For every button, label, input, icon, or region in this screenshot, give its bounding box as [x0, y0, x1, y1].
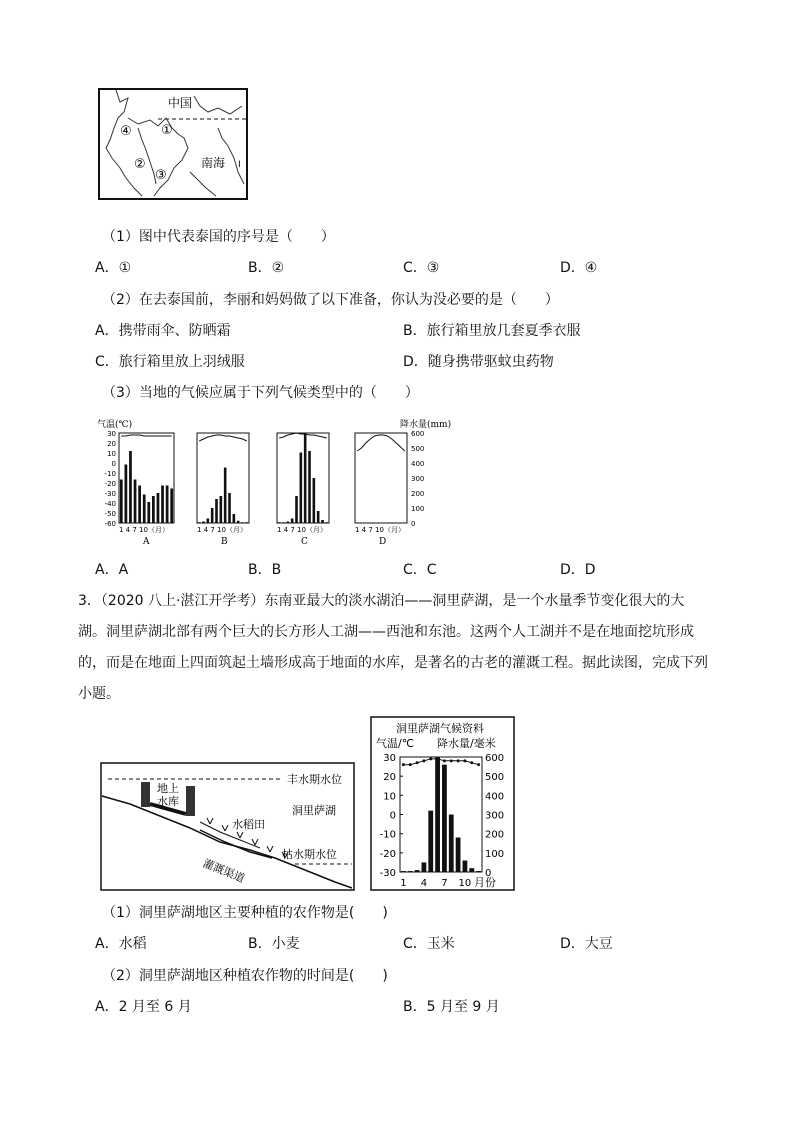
lake-precip-bar	[469, 868, 474, 872]
chart-c-label: C	[301, 537, 308, 547]
left-tick-label: -60	[104, 520, 116, 528]
q3-sub1-stem: （1）洞里萨湖地区主要种植的农作物是( )	[102, 905, 388, 921]
q3-sub1-option-d[interactable]: D．大豆	[560, 936, 613, 952]
chart-b-label: B	[221, 537, 228, 547]
chart-b-temp-line	[199, 435, 247, 441]
lake-left-tick: 30	[383, 753, 396, 764]
left-tick-label: -30	[104, 490, 116, 498]
lake-x-tick: 10	[458, 878, 472, 889]
chart-a-precip-bar	[125, 465, 128, 524]
right-tick-label: 400	[411, 460, 425, 468]
left-axis-title: 气温(℃)	[97, 420, 133, 430]
q3-sub2-option-a[interactable]: A．2 月至 6 月	[95, 999, 192, 1015]
chart-b-precip-bar	[198, 522, 201, 523]
lake-left-tick: 10	[383, 791, 396, 803]
chart-a-precip-bar	[143, 495, 146, 524]
right-tick-label: 200	[411, 490, 425, 498]
chart-a-precip-bar	[138, 486, 141, 524]
lake-left-tick: 0	[389, 810, 396, 822]
lake-precip-bar	[415, 870, 420, 872]
lake-chart-right-label: 降水量/毫米	[437, 737, 496, 750]
lake-temp-point	[409, 763, 412, 766]
high-water-label: 丰水期水位	[287, 773, 342, 786]
lake-chart-title: 洞里萨湖气候资料	[396, 722, 484, 735]
chart-b-precip-bar	[202, 522, 205, 524]
q2-sub3-option-a[interactable]: A．A	[95, 562, 129, 578]
reservoir-wall-left	[141, 782, 150, 807]
reservoir-label-1: 地上	[157, 782, 179, 795]
lake-precip-bar	[435, 757, 440, 872]
reservoir-label-2: 水库	[157, 795, 179, 808]
right-tick-label: 500	[411, 445, 425, 453]
left-tick-label: 10	[107, 450, 116, 458]
lake-left-tick: -20	[379, 848, 396, 860]
lake-temp-point	[477, 763, 480, 766]
lake-left-tick: -10	[379, 829, 396, 841]
right-tick-label: 100	[411, 505, 425, 513]
chart-c-temp-line	[279, 433, 327, 438]
right-axis-title: 降水量(mm)	[400, 420, 452, 430]
low-water-label: 枯水期水位	[282, 848, 337, 861]
left-tick-label: 0	[111, 460, 116, 468]
lake-temp-point	[402, 763, 405, 766]
right-tick-label: 600	[411, 430, 425, 438]
chart-c-precip-bar	[300, 453, 303, 524]
q2-sub2-stem: （2）在去泰国前，李丽和妈妈做了以下准备，你认为没必要的是（ ）	[102, 292, 559, 308]
lake-x-tick: 1	[400, 878, 407, 889]
q2-sub1-option-a[interactable]: A．①	[95, 260, 132, 276]
chart-a-label: A	[143, 537, 150, 547]
q2-sub2-option-c[interactable]: C．旅行箱里放上羽绒服	[95, 354, 245, 370]
right-tick-label: 300	[411, 475, 425, 483]
lake-left-tick: 20	[383, 772, 396, 784]
lake-precip-bar	[463, 861, 468, 873]
chart-c-precip-bar	[326, 522, 329, 523]
lake-right-tick: 500	[485, 772, 505, 784]
map-marker-1: ①	[161, 123, 173, 138]
chart-c-precip-bar	[287, 522, 290, 524]
lake-right-tick: 200	[485, 829, 505, 841]
lake-precip-bar	[449, 815, 454, 873]
lake-temp-point	[443, 759, 446, 762]
chart-b-precip-bar	[207, 519, 210, 524]
q2-sub1-option-b[interactable]: B．②	[248, 260, 285, 276]
map-figure	[98, 88, 248, 200]
chart-c-precip-bar	[313, 478, 316, 523]
chart-d-label: D	[379, 537, 387, 547]
lake-temp-point	[450, 759, 453, 762]
chart-a-precip-bar	[129, 451, 132, 523]
lake-precip-bar	[442, 765, 447, 872]
lake-x-tick: 7	[441, 878, 448, 889]
chart-c-precip-bar	[317, 511, 320, 523]
chart-b-precip-bar	[215, 499, 218, 523]
q2-sub3-option-c[interactable]: C．C	[403, 562, 437, 578]
chart-b-precip-bar	[233, 514, 236, 523]
map-china-label: 中国	[168, 96, 193, 110]
chart-a-precip-bar	[166, 486, 169, 524]
q2-sub3-option-d[interactable]: D．D	[560, 562, 596, 578]
left-tick-label: 30	[107, 430, 116, 438]
lake-precip-bar	[476, 871, 481, 872]
chart-c-precip-bar	[321, 520, 324, 523]
q3-sub2-option-b[interactable]: B．5 月至 9 月	[403, 999, 500, 1015]
chart-c-precip-bar	[282, 522, 285, 523]
lake-diagram	[100, 762, 355, 892]
chart-b-precip-bar	[237, 521, 240, 523]
chart-c-precip-bar	[308, 451, 311, 523]
chart-a-temp-line	[121, 435, 171, 436]
q2-sub1-option-d[interactable]: D．④	[560, 260, 598, 276]
lake-chart-left-label: 气温/℃	[376, 737, 415, 750]
q3-sub1-option-b[interactable]: B．小麦	[248, 936, 300, 952]
chart-a-precip-bar	[134, 480, 137, 524]
map-sea-label: 南海	[201, 156, 226, 170]
chart-a-precip-bar	[161, 486, 164, 524]
chart-b-precip-bar	[228, 493, 231, 523]
chart-c-precip-bar	[304, 433, 307, 523]
left-tick-label: -40	[104, 500, 116, 508]
lake-x-tick: 4	[420, 878, 428, 889]
lake-temp-point	[416, 761, 419, 764]
lake-right-tick: 600	[485, 753, 505, 764]
chart-b-precip-bar	[246, 522, 249, 523]
right-tick-label: 0	[411, 520, 416, 528]
lake-right-tick: 300	[485, 810, 505, 822]
chart-a-precip-bar	[152, 496, 155, 523]
chart-b-month-ticks: 1 4 7 10（月）	[197, 526, 247, 534]
lake-right-tick: 0	[485, 868, 492, 879]
climate-charts	[95, 415, 452, 550]
q3-sub1-option-c[interactable]: C．玉米	[403, 936, 455, 952]
chart-b-precip-bar	[241, 522, 244, 523]
lake-left-tick: -30	[379, 868, 396, 879]
lake-temp-point	[422, 759, 425, 762]
chart-a-precip-bar	[147, 502, 150, 523]
paddy-label: 水稻田	[232, 818, 265, 831]
q3-intro: 3．（2020 八上·湛江开学考）东南亚最大的淡水湖泊——洞里萨湖，是一个水量季节变化很大的大湖。洞里萨湖北部有两个巨大的长方形人工湖——西池和东池。这两个人工湖并不是在地面挖坑形成的，而是在地面上四面筑起土墙形成高于地面的水库，是著名的古老的灌溉工程。据此读图，完成下列小题。	[78, 593, 708, 702]
chart-c-precip-bar	[291, 519, 294, 524]
lake-temp-point	[436, 757, 439, 760]
lake-precip-bar	[408, 871, 413, 872]
map-marker-3: ③	[155, 168, 167, 183]
q2-sub3-option-b[interactable]: B．B	[248, 562, 282, 578]
chart-a-precip-bar	[170, 489, 173, 524]
left-tick-label: -50	[104, 510, 116, 518]
chart-b-precip-bar	[224, 468, 227, 524]
left-tick-label: -10	[104, 470, 116, 478]
map-marker-2: ②	[134, 157, 146, 172]
left-tick-label: 20	[107, 440, 116, 448]
chart-c-precip-bar	[295, 496, 298, 523]
q3-sub2-stem: （2）洞里萨湖地区种植农作物的时间是( )	[102, 968, 388, 984]
q2-sub2-option-a[interactable]: A．携带雨伞、防晒霜	[95, 323, 231, 339]
lake-label: 洞里萨湖	[292, 804, 336, 817]
lake-climate-chart	[370, 716, 515, 891]
map-sea-mark: I	[238, 160, 241, 170]
lake-right-tick: 400	[485, 791, 505, 803]
chart-b-precip-bar	[211, 508, 214, 523]
lake-temp-point	[457, 759, 460, 762]
lake-precip-bar	[456, 838, 461, 873]
chart-b-frame	[197, 433, 249, 523]
lake-temp-point	[470, 761, 473, 764]
lake-precip-bar	[428, 811, 433, 872]
chart-a-precip-bar	[157, 493, 160, 523]
q3-sub1-option-a[interactable]: A．水稻	[95, 936, 147, 952]
lake-chart-x-label: 月份	[474, 876, 496, 889]
chart-c-frame	[277, 433, 329, 523]
q2-sub1-stem: （1）图中代表泰国的序号是（ ）	[102, 229, 335, 245]
q2-sub2-option-b[interactable]: B．旅行箱里放几套夏季衣服	[403, 323, 581, 339]
chart-c-month-ticks: 1 4 7 10（月）	[277, 526, 327, 534]
q2-sub3-stem: （3）当地的气候应属于下列气候类型中的（ ）	[102, 385, 419, 401]
q2-sub1-option-c[interactable]: C．③	[403, 260, 440, 276]
lake-precip-bar	[401, 871, 406, 872]
chart-a-precip-bar	[120, 480, 123, 524]
reservoir-wall-right	[186, 786, 195, 816]
lake-temp-point	[463, 759, 466, 762]
lake-right-tick: 100	[485, 848, 505, 860]
left-tick-label: -20	[104, 480, 116, 488]
map-marker-4: ④	[120, 124, 132, 139]
chart-d-temp-line	[357, 435, 405, 451]
lake-precip-bar	[422, 862, 427, 872]
lake-temp-point	[429, 757, 432, 760]
chart-b-precip-bar	[220, 496, 223, 523]
chart-c-precip-bar	[278, 522, 281, 523]
q2-sub2-option-d[interactable]: D．随身携带驱蚊虫药物	[403, 354, 554, 370]
chart-a-month-ticks: 1 4 7 10（月）	[119, 526, 169, 534]
channel-label: 灌溉渠道	[200, 856, 247, 886]
chart-d-month-ticks: 1 4 7 10（月）	[355, 526, 405, 534]
